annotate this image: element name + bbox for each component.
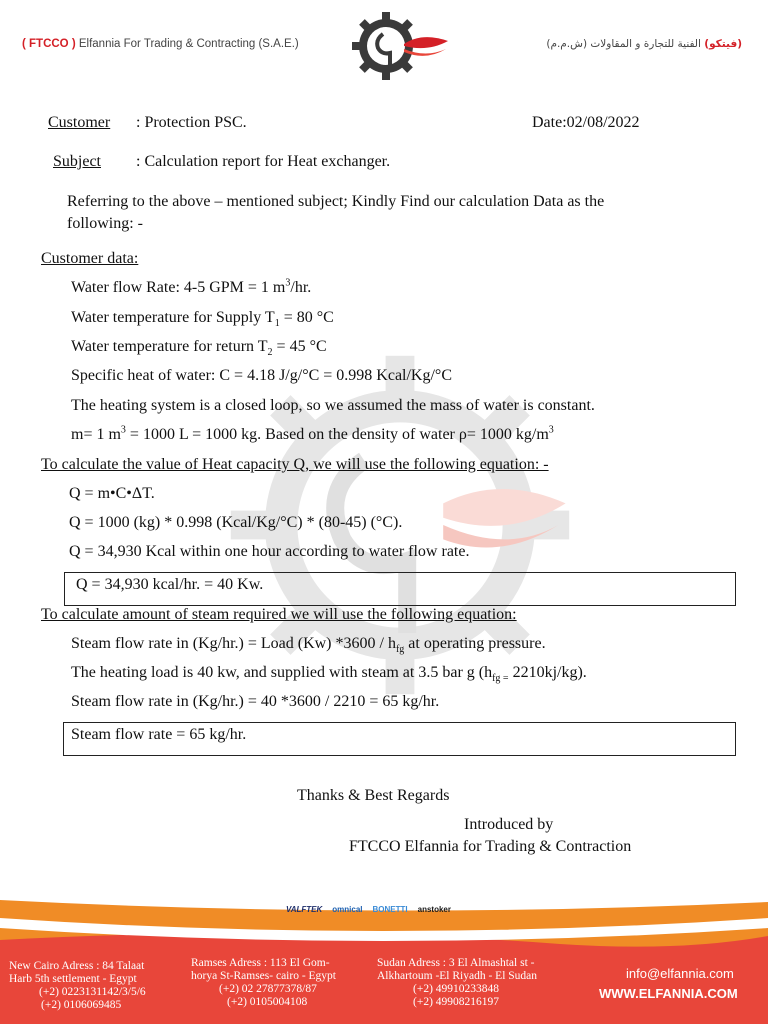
footer-email[interactable]: info@elfannia.com [626, 966, 734, 981]
cairo-phone-1: (+2) 0223131142/3/5/6 [39, 986, 146, 998]
ramses-phone-2: (+2) 0105004108 [227, 996, 308, 1008]
supply-temp-text: Water temperature for Supply T [71, 309, 275, 326]
cairo-line-1: New Cairo Adress : 84 Talaat [9, 960, 145, 972]
return-temp-line [71, 338, 327, 359]
address-sudan [377, 957, 537, 1009]
steam-2-text: The heating load is 40 kw, and supplied with steam at 3.5 bar g (h [71, 664, 493, 681]
supply-temp-sub: 1 [274, 318, 280, 330]
specific-heat-line: Specific heat of water: C = 4.18 J/g/°C = 0.998 Kcal/Kg/°C [71, 367, 452, 384]
cairo-line-2: Harb 5th settlement - Egypt [9, 973, 137, 985]
company-title-en: Elfannia For Trading & Contracting (S.A.E.) [78, 38, 299, 50]
heat-capacity-title: To calculate the value of Heat capacity Q, we will use the following equation: - [41, 456, 549, 473]
supply-temp-value: = 80 °C [279, 309, 334, 326]
sudan-phone-2: (+2) 49908216197 [413, 996, 500, 1008]
steam-2-sub: fg = [492, 673, 509, 685]
introduced-by: Introduced by [464, 816, 554, 833]
customer-data-title: Customer data: [41, 250, 139, 267]
sudan-line-1: Sudan Adress : 3 El Almashtal st - [377, 957, 535, 969]
mass-text-a: m= 1 m [71, 426, 121, 443]
footer-website[interactable]: WWW.ELFANNIA.COM [599, 986, 738, 1001]
address-cairo [9, 960, 146, 1012]
partner-omnical: omnical [332, 905, 363, 914]
closed-loop-line: The heating system is a closed loop, so we assumed the mass of water is constant. [71, 397, 595, 414]
address-ramses [191, 957, 336, 1009]
equation-2: Q = 1000 (kg) * 0.998 (Kcal/Kg/°C) * (80-45) (°C). [69, 514, 403, 531]
steam-line-3: Steam flow rate in (Kg/hr.) = 40 *3600 / 2210 = 65 kg/hr. [71, 693, 440, 710]
cairo-phone-2: (+2) 0106069485 [41, 999, 122, 1011]
partner-bonetti: BONETTI [372, 905, 408, 914]
company-title-ar: الفنية للتجارة و المقاولات (ش.م.م) [546, 38, 701, 50]
steam-result-box [63, 722, 736, 756]
steam-result: Steam flow rate = 65 kg/hr. [71, 726, 247, 743]
partner-valftek: VALFTEK [286, 905, 323, 914]
company-logo [352, 8, 452, 84]
mass-sup-2: 3 [548, 424, 554, 436]
sudan-phone-1: (+2) 49910233848 [413, 983, 500, 995]
sudan-line-2: Alkhartoum -El Riyadh - El Sudan [377, 970, 538, 982]
partner-logos [286, 905, 451, 914]
letter-date: Date:02/08/2022 [532, 114, 640, 131]
ramses-phone-1: (+2) 02 27877378/87 [219, 983, 317, 995]
mass-text-b: = 1000 L = 1000 kg. Based on the density of water ρ= 1000 kg/m [125, 426, 549, 443]
subject-label: Subject [53, 153, 101, 170]
heat-result: Q = 34,930 kcal/hr. = 40 Kw. [76, 576, 264, 593]
customer-value: : Protection PSC. [136, 114, 247, 131]
return-temp-sub: 2 [267, 347, 273, 359]
brand-tag-en: ( FTCCO ) [22, 38, 76, 50]
heat-result-box [64, 572, 736, 606]
steam-1-tail: at operating pressure. [404, 635, 546, 652]
steam-1-text: Steam flow rate in (Kg/hr.) = Load (Kw) *3600 / h [71, 635, 396, 652]
signatory: FTCCO Elfannia for Trading & Contraction [349, 838, 632, 855]
flow-rate-unit: /hr. [290, 279, 312, 296]
return-temp-text: Water temperature for return T [71, 338, 268, 355]
intro-line-1: Referring to the above – mentioned subject; Kindly Find our calculation Data as the [67, 193, 605, 210]
equation-1: Q = m•C•ΔT. [69, 485, 155, 502]
ramses-line-2: horya St-Ramses- cairo - Egypt [191, 970, 336, 982]
flow-rate-text: Water flow Rate: 4-5 GPM = 1 m [71, 279, 286, 296]
closing-text: Thanks & Best Regards [297, 787, 450, 804]
supply-temp-line [71, 309, 334, 330]
mass-sup-1: 3 [120, 424, 126, 436]
return-temp-value: = 45 °C [272, 338, 327, 355]
equation-3: Q = 34,930 Kcal within one hour according to water flow rate. [69, 543, 470, 560]
steam-title: To calculate amount of steam required we will use the following equation: [41, 606, 517, 623]
partner-anstoker: anstoker [417, 905, 451, 914]
intro-line-2: following: - [67, 215, 143, 232]
steam-1-sub: fg [395, 644, 405, 656]
company-name-en [22, 38, 299, 50]
ramses-line-1: Ramses Adress : 113 El Gom- [191, 957, 330, 969]
steam-line-2 [71, 664, 587, 685]
flow-rate-sup: 3 [285, 277, 291, 289]
flow-rate-line [71, 277, 312, 296]
mass-line [71, 424, 554, 443]
steam-line-1 [71, 635, 546, 656]
brand-tag-ar: (فيتكو) [704, 38, 742, 50]
customer-label: Customer [48, 114, 111, 131]
company-name-ar [546, 38, 742, 50]
subject-value: : Calculation report for Heat exchanger. [136, 153, 391, 170]
steam-2-tail: 2210kj/kg). [508, 664, 587, 681]
